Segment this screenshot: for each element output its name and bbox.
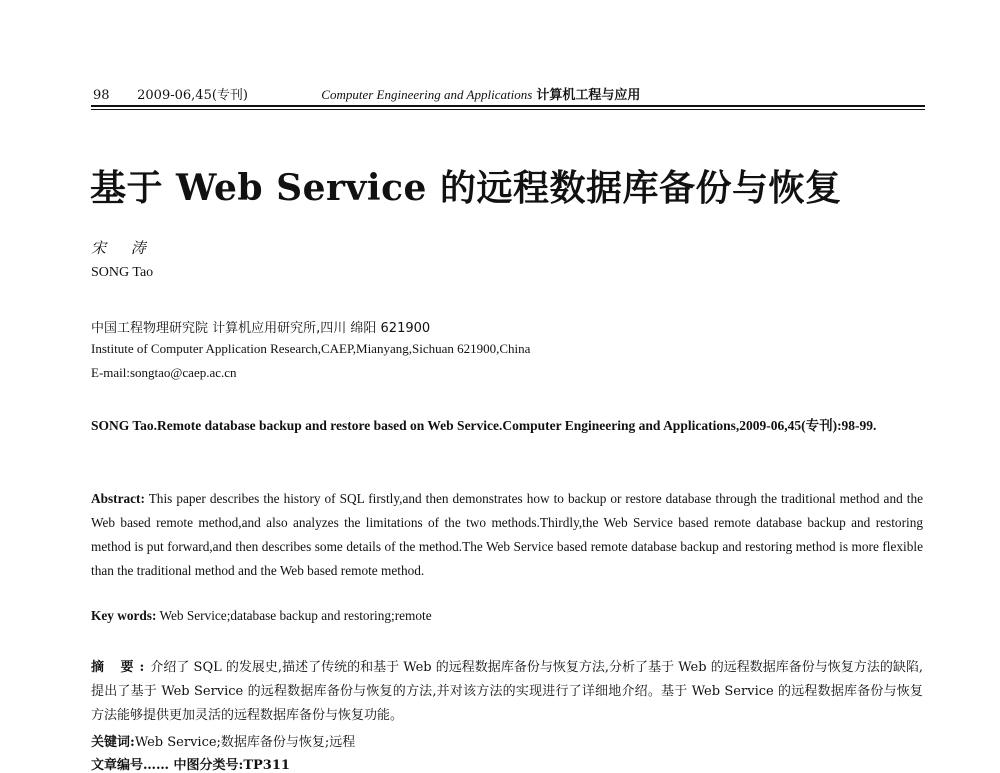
paper-title: 基于 Web Service 的远程数据库备份与恢复 bbox=[90, 167, 842, 209]
affiliation-cn: 中国工程物理研究院 计算机应用研究所,四川 绵阳 621900 bbox=[91, 321, 431, 336]
abstract-cn bbox=[91, 656, 923, 728]
abstract-label: Abstract: bbox=[91, 491, 145, 506]
author-name-en: SONG Tao bbox=[91, 265, 154, 280]
author-name-cn: 宋 涛 bbox=[91, 239, 156, 257]
keywords-cn-text: Web Service;数据库备份与恢复;远程 bbox=[134, 735, 356, 750]
citation: SONG Tao.Remote database backup and restore based on Web Service.Computer Engineering and Applications,2009-06,45(专刊):98-99. bbox=[91, 418, 877, 433]
journal-name-en: Computer Engineering and Applications bbox=[321, 87, 533, 102]
running-header bbox=[93, 84, 923, 103]
keywords-label: Key words: bbox=[91, 608, 157, 623]
header-rule-thick bbox=[91, 105, 925, 107]
header-rule-thin bbox=[91, 109, 925, 110]
abstract-cn-label: 摘 要: bbox=[91, 660, 151, 675]
keywords-en bbox=[91, 608, 432, 624]
cutoff-line: 文章编号…… 中图分类号:TP311 bbox=[91, 758, 290, 773]
affiliation-en: Institute of Computer Application Research,CAEP,Mianyang,Sichuan 621900,China bbox=[91, 341, 531, 356]
abstract-cn-text: 介绍了 SQL 的发展史,描述了传统的和基于 Web 的远程数据库备份与恢复方法,分析了基于 Web 的远程数据库备份与恢复方法的缺陷,提出了基于 Web Service 的远程数据库备份与恢复的方法,并对该方法的实现进行了详细地介绍。基于 Web Service 的远程数据库备份与恢复方法能够提供更加灵活的远程数据库备份与恢复功能。 bbox=[91, 660, 923, 723]
keywords-cn-label: 关键词: bbox=[91, 735, 135, 750]
author-email: E-mail:songtao@caep.ac.cn bbox=[91, 365, 237, 380]
abstract-en bbox=[91, 487, 923, 583]
issue-info: 2009-06,45(专刊) bbox=[137, 88, 248, 103]
keywords-cn bbox=[91, 731, 355, 750]
journal-name-cn: 计算机工程与应用 bbox=[536, 88, 641, 103]
page-number: 98 bbox=[93, 88, 110, 103]
keywords-text: Web Service;database backup and restoring;remote bbox=[159, 608, 432, 623]
abstract-text: This paper describes the history of SQL firstly,and then demonstrates how to backup or restore database through the traditional method and the Web based remote method,and also analyzes the limitations of the two methods.Thirdly,the Web Service based remote database backup and restoring method is put forward,and then describes some details of the method.The Web Service based remote database backup and restoring method is more flexible than the traditional method and the Web based remote method. bbox=[91, 491, 923, 578]
